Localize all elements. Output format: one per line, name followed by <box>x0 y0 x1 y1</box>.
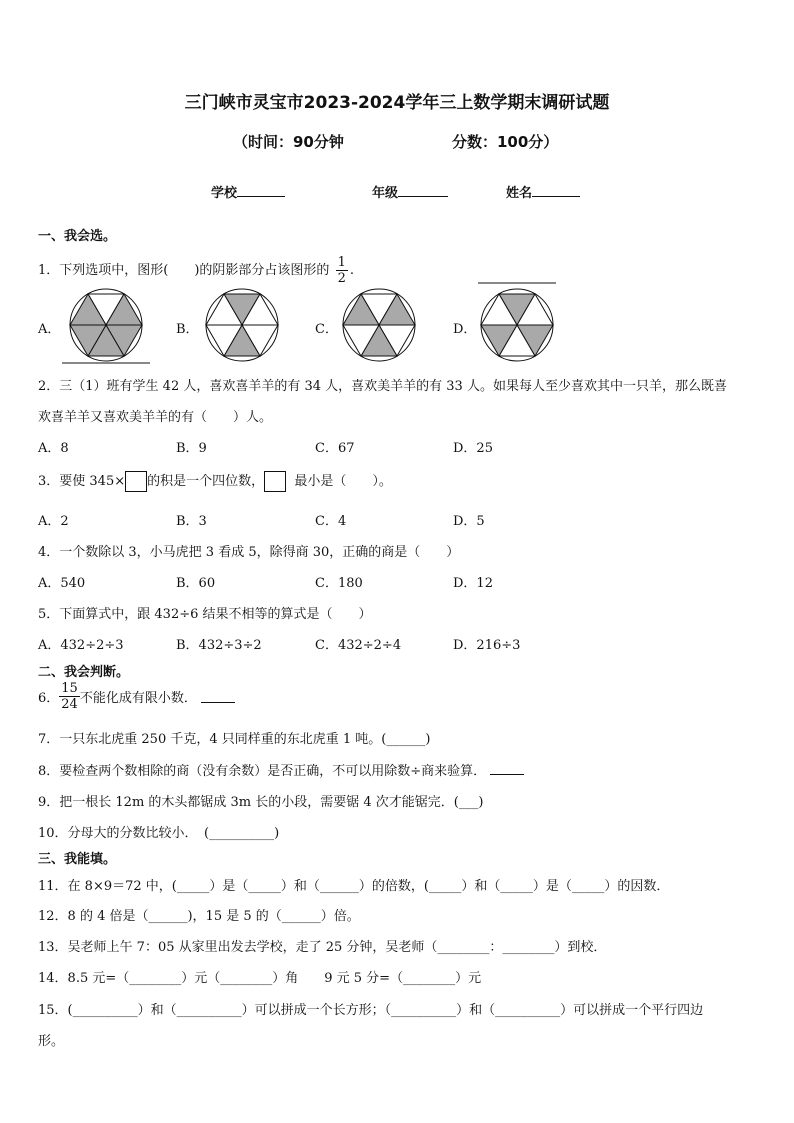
section-heading-judge: 二、我会判断。 <box>38 665 130 680</box>
grade-blank[interactable] <box>398 184 448 197</box>
section-heading-fill: 三、我能填。 <box>38 852 117 867</box>
question-12: 12．8 的 4 倍是（______)，15 是 5 的（______）倍。 <box>38 909 360 924</box>
grade-field <box>372 182 448 201</box>
question-7: 7．一只东北虎重 250 千克，4 只同样重的东北虎重 1 吨。(______) <box>38 732 431 747</box>
q3-answer-box-2[interactable] <box>264 471 286 492</box>
question-2-line1: 2．三（1）班有学生 42 人，喜欢喜羊羊的有 34 人，喜欢美羊羊的有 33 人。如果每人至少喜欢其中一只羊，那么既喜 <box>38 379 727 394</box>
name-blank[interactable] <box>532 184 580 197</box>
q3-option-d[interactable]: D．5 <box>453 514 485 529</box>
q1-frac-num: 1 <box>337 255 346 270</box>
exam-score: 分数：100分） <box>452 133 559 151</box>
q3-text-c: 最小是（ ）。 <box>294 474 392 489</box>
q1-frac-den: 2 <box>337 271 346 286</box>
grade-label: 年级 <box>372 186 399 201</box>
question-11: 11．在 8×9＝72 中，(_____）是（_____）和（______）的倍数，(_____）和（_____）是（_____）的因数． <box>38 879 670 894</box>
q3-answer-box-1[interactable] <box>125 471 147 492</box>
question-13: 13．吴老师上午 7：05 从家里出发去学校，走了 25 分钟，吴老师（________：________）到校． <box>38 940 607 955</box>
q1-text: 1．下列选项中，图形( )的阴影部分占该图形的 <box>38 263 330 278</box>
q3-option-b[interactable]: B．3 <box>176 514 207 529</box>
q3-option-a[interactable]: A．2 <box>38 514 69 529</box>
q6-fraction <box>59 682 80 711</box>
q2-option-d[interactable]: D．25 <box>453 441 493 456</box>
question-4: 4．一个数除以 3，小马虎把 3 看成 5，除得商 30，正确的商是（ ） <box>38 545 460 560</box>
q5-option-d[interactable]: D．216÷3 <box>453 638 521 653</box>
page-title: 三门峡市灵宝市2023-2024学年三上数学期末调研试题 <box>184 93 610 113</box>
q6-answer-blank[interactable] <box>201 690 235 703</box>
question-10: 10．分母大的分数比较小． (__________) <box>38 826 280 841</box>
q4-option-a[interactable]: A．540 <box>38 576 86 591</box>
school-label: 学校 <box>211 186 238 201</box>
question-5: 5．下面算式中，跟 432÷6 结果不相等的算式是（ ） <box>38 607 372 622</box>
q6-frac-den: 24 <box>61 697 78 712</box>
q4-option-c[interactable]: C．180 <box>315 576 363 591</box>
q1-figure-d[interactable] <box>476 280 558 364</box>
name-label: 姓名 <box>506 186 533 201</box>
q1-figure-c[interactable] <box>339 288 419 364</box>
q2-option-b[interactable]: B．9 <box>176 441 207 456</box>
name-field <box>506 182 580 201</box>
q3-text-b: 的积是一个四位数， <box>147 474 265 489</box>
question-8 <box>38 760 524 779</box>
question-15-line1: 15．(__________）和（__________）可以拼成一个长方形；（__________）和（__________）可以拼成一个平行四边 <box>38 1003 704 1018</box>
q6-prefix: 6． <box>38 691 60 706</box>
q3-option-c[interactable]: C．4 <box>315 514 347 529</box>
q6-frac-num: 15 <box>61 681 78 696</box>
q3-text-a: 3．要使 345× <box>38 474 126 489</box>
q5-option-a[interactable]: A．432÷2÷3 <box>38 638 124 653</box>
exam-time: （时间：90分钟 <box>233 133 344 151</box>
q1-figure-b[interactable] <box>202 288 282 364</box>
q1-option-b-label[interactable]: B． <box>176 322 199 337</box>
q1-figure-a[interactable] <box>62 288 152 366</box>
question-9: 9．把一根长 12m 的木头都锯成 3m 长的小段，需要锯 4 次才能锯完．(___) <box>38 795 484 810</box>
q4-option-d[interactable]: D．12 <box>453 576 493 591</box>
section-heading-choice: 一、我会选。 <box>38 229 117 244</box>
question-6 <box>38 682 235 711</box>
q6-text: 不能化成有限小数． <box>79 691 197 706</box>
question-1 <box>38 256 354 285</box>
q4-option-b[interactable]: B．60 <box>176 576 216 591</box>
q5-option-b[interactable]: B．432÷3÷2 <box>176 638 262 653</box>
q1-text-end: . <box>349 263 354 278</box>
q2-option-a[interactable]: A．8 <box>38 441 69 456</box>
q1-option-d-label[interactable]: D． <box>453 322 477 337</box>
q2-option-c[interactable]: C．67 <box>315 441 355 456</box>
q8-answer-blank[interactable] <box>490 762 524 775</box>
question-15-line2: 形。 <box>38 1034 65 1049</box>
q8-text: 8．要检查两个数相除的商（没有余数）是否正确，不可以用除数÷商来验算． <box>38 764 487 779</box>
question-2-line2: 欢喜羊羊又喜欢美羊羊的有（ ）人。 <box>38 410 273 425</box>
q5-option-c[interactable]: C．432÷2÷4 <box>315 638 402 653</box>
q1-fraction <box>336 256 348 285</box>
question-14: 14．8.5 元=（________）元（________）角 9 元 5 分=（________）元 <box>38 971 482 986</box>
question-3 <box>38 470 392 492</box>
school-field <box>211 182 285 201</box>
q1-option-a-label[interactable]: A． <box>38 322 61 337</box>
q1-option-c-label[interactable]: C． <box>315 322 338 337</box>
school-blank[interactable] <box>237 184 285 197</box>
